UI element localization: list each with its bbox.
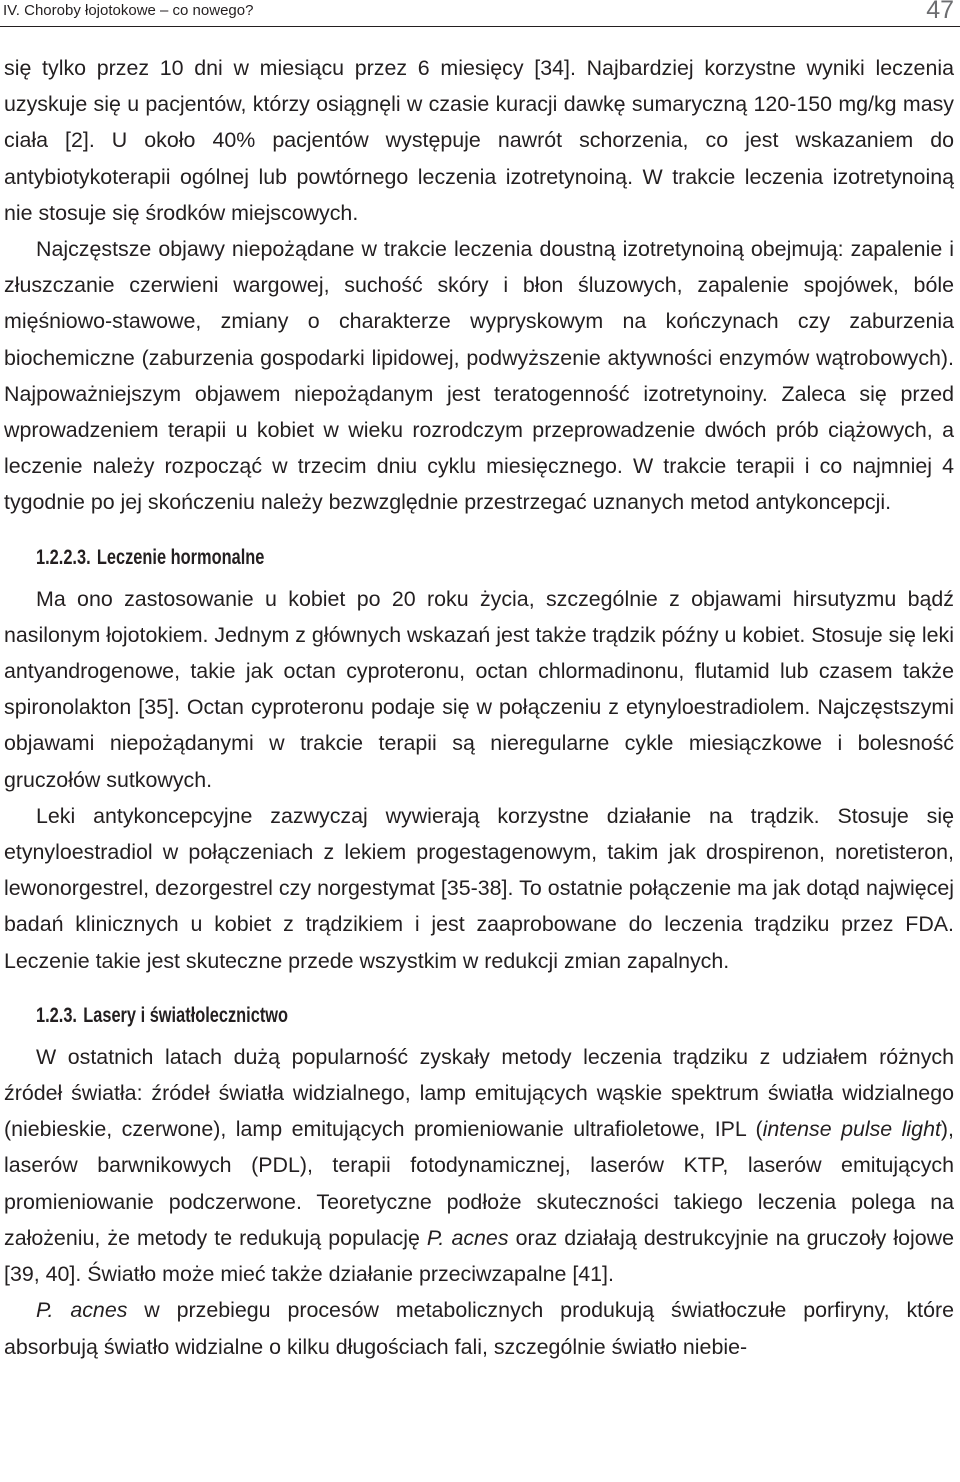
section-heading-lasers — [36, 1001, 752, 1031]
section-number: 1.2.3. — [36, 1003, 77, 1027]
species-name: P. acnes — [426, 1225, 509, 1250]
page-body — [4, 50, 954, 1365]
text-segment: ), laserów barwnikowych (PDL), terapii fotodynamicznej, laserów KTP, laserów emitujących promieniowanie podczerwone. Teoretyczne podłoże skuteczności takiego leczenia polega na założeniu, że metody te redukują populację — [4, 1117, 954, 1250]
running-title: IV. Choroby łojotokowe – co nowego? — [3, 2, 254, 19]
paragraph-isotretinoin-treatment: się tylko przez 10 dni w miesiącu przez 6 miesięcy [34]. Najbardziej korzystne wyniki leczenia uzyskuje się u pacjentów, którzy osiągnęli w czasie kuracji dawkę sumaryczną 120-150 mg/kg masy ciała [2]. U około 40% pacjentów występuje nawrót schorzenia, co jest wskazaniem do antybiotykoterapii ogólnej lub powtórnego leczenia izotretynoiną. W trakcie leczenia izotretynoiną nie stosuje się środków miejscowych. — [4, 56, 954, 225]
species-name: P. acnes — [36, 1298, 128, 1323]
paragraph-porphyrins — [4, 1292, 954, 1364]
paragraph-hormonal-antiandrogens: Ma ono zastosowanie u kobiet po 20 roku życia, szczególnie z objawami hirsutyzmu bądź nasilonym łojotokiem. Jednym z głównych wskazań jest także trądzik późny u kobiet. Stosuje się leki antyandrogenowe, takie jak octan cyproteronu, octan chlormadinonu, flutamid lub czasem także spironolakton [35]. Octan cyproteronu podaje się w połączeniu z etynyloestradiolem. Najczęstszymi objawami niepożądanymi w trakcie terapii są nieregularne cykle miesiączkowe i bolesność gruczołów sutkowych. — [4, 586, 954, 792]
italic-term: intense pulse light — [762, 1117, 941, 1142]
text-segment: W ostatnich latach dużą popularność zyskały metody leczenia trądziku z udziałem różnych źródeł światła: źródeł światła widzialnego, lamp emitujących wąskie spektrum światła widzialnego (niebieskie, czerwone), lamp emitujących promieniowanie ultrafioletowe, IPL ( — [4, 1044, 954, 1142]
section-title: Leczenie hormonalne — [96, 545, 265, 569]
text-segment: oraz działają destrukcyjnie na gruczoły łojowe [39, 40]. Światło może mieć także działanie przeciwzapalne [41]. — [4, 1225, 954, 1287]
section-heading-hormonal — [36, 543, 752, 573]
text-segment: w przebiegu procesów metabolicznych produkują światłoczułe porfiryny, które absorbują światło widzialne o kilku długościach fali, szczególnie światło niebie- — [4, 1298, 954, 1359]
running-header — [0, 0, 960, 27]
paragraph-isotretinoin-side-effects: Najczęstsze objawy niepożądane w trakcie leczenia doustną izotretynoiną obejmują: zapalenie i złuszczanie czerwieni wargowej, suchość skóry i błon śluzowych, zapalenie spojówek, bóle mięśniowo-stawowe, zmiany o charakterze wypryskowym na kończynach czy zaburzenia biochemiczne (zaburzenia gospodarki lipidowej, podwyższenie aktywności enzymów wątrobowych). Najpoważniejszym objawem niepożądanym jest teratogenność izotretynoiny. Zaleca się przed wprowadzeniem terapii u kobiet w wieku rozrodczym przeprowadzenie dwóch prób ciążowych, a leczenie należy rozpocząć w trzecim dniu cyklu miesięcznego. W trakcie terapii i co najmniej 4 tygodnie po jej skończeniu należy bezwzględnie przestrzegać uznanych metod antykoncepcji. — [4, 237, 954, 515]
paragraph-light-therapy — [4, 1039, 954, 1292]
section-title: Lasery i światłolecznictwo — [83, 1003, 289, 1027]
section-number: 1.2.2.3. — [36, 545, 91, 569]
page-number: 47 — [926, 0, 954, 24]
paragraph-hormonal-contraceptives: Leki antykoncepcyjne zazwyczaj wywierają korzystne działanie na trądzik. Stosuje się etynyloestradiol w połączeniach z lekiem progestagenowym, takim jak drospirenon, noretisteron, lewonorgestrel, dezorgestrel czy norgestymat [35-38]. To ostatnie połączenie ma jak dotąd najwięcej badań klinicznych u kobiet z trądzikiem i jest zaaprobowane do leczenia trądziku przez FDA. Leczenie takie jest skuteczne przede wszystkim w redukcji zmian zapalnych. — [4, 803, 954, 973]
